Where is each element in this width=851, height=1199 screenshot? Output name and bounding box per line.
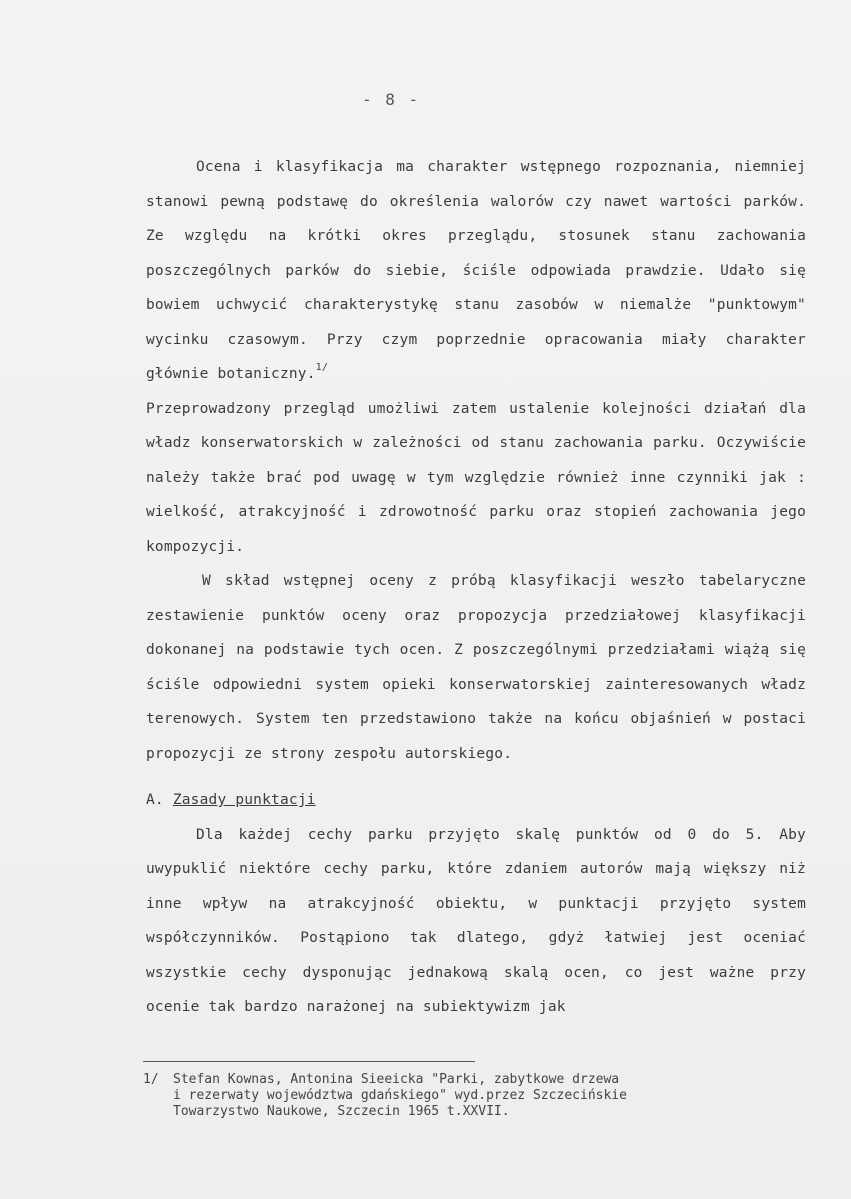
paragraph-1-text: Ocena i klasyfikacja ma charakter wstępnego rozpoznania, niemniej stanowi pewną podstawę do określenia walorów czy nawet wartości parków. Ze względu na krótki okres przeglądu, stosunek stanu zachowania poszczególnych parków do siebie, ściśle odpowiada prawdzie. Udało się bowiem uchwycić charakterystykę stanu zasobów w niemalże "punktowym" wycinku czasowym. Przy czym poprzednie opracowania miały charakter głównie botaniczny. bbox=[146, 159, 806, 382]
paragraph-2: Przeprowadzony przegląd umożliwi zatem ustalenie kolejności działań dla władz konserwatorskich w zależności od stanu zachowania parku. Oczywiście należy także brać pod uwagę w tym względzie również inne czynniki jak : wielkość, atrakcyjność i zdrowotność parku oraz stopień zachowania jego kompozycji. bbox=[146, 400, 806, 555]
paragraph-3: W skład wstępnej oceny z próbą klasyfikacji weszło tabelaryczne zestawienie punktów oceny oraz propozycja przedziałowej klasyfikacji dokonanej na podstawie tych ocen. Z poszczególnymi przedziałami wiążą się ściśle odpowiedni system opieki konserwatorskiej zainteresowanych władz terenowych. System ten przedstawiono także na końcu objaśnień w postaci propozycji ze strony zespołu autorskiego. bbox=[146, 573, 806, 762]
section-title: Zasady punktacji bbox=[172, 792, 316, 808]
footnote-line-3: Towarzystwo Naukowe, Szczecin 1965 t.XXVII. bbox=[173, 1104, 510, 1119]
footnote-line-1 bbox=[143, 1072, 793, 1088]
footnote-number: 1/ bbox=[143, 1072, 159, 1087]
footnote-reference: 1/ bbox=[315, 362, 329, 373]
section-heading bbox=[146, 783, 806, 818]
footnote-divider bbox=[143, 1061, 475, 1062]
section-letter: A. bbox=[146, 792, 164, 808]
footnote bbox=[143, 1072, 793, 1120]
footnote-text-1: Stefan Kownas, Antonina Sieeicka "Parki, zabytkowe drzewa bbox=[173, 1072, 620, 1087]
page-number: - 8 - bbox=[362, 90, 421, 109]
paragraph-1 bbox=[146, 150, 806, 392]
section-paragraph: Dla każdej cechy parku przyjęto skalę punktów od 0 do 5. Aby uwypuklić niektóre cechy parku, które zdaniem autorów mają większy niż inne wpływ na atrakcyjność obiektu, w punktacji przyjęto system współczynników. Postąpiono tak dlatego, gdyż łatwiej jest oceniać wszystkie cechy dysponując jednakową skalą ocen, co jest ważne przy ocenie tak bardzo narażonej na subiektywizm jak bbox=[146, 826, 806, 1015]
body-text bbox=[146, 150, 806, 1025]
footnote-line-2: i rezerwaty województwa gdańskiego" wyd.przez Szczecińskie bbox=[173, 1088, 627, 1103]
